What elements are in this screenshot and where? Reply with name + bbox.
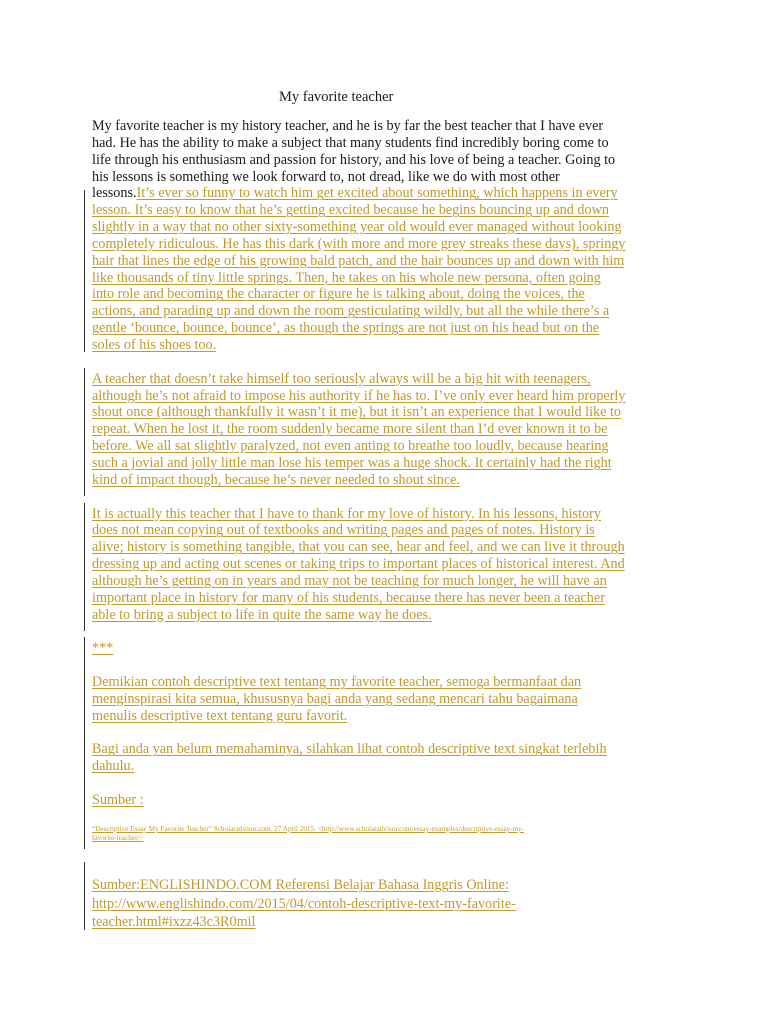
intro-line: had. He has the ability to make a subject that many students find incredibly boring come to (92, 134, 609, 151)
paragraph-line: Demikian contoh descriptive text tentang my favorite teacher, semoga bermanfaat dan (92, 674, 582, 691)
paragraph-line: soles of his shoes too. (92, 336, 217, 353)
paragraph-line: although he’s not afraid to impose his authority if he has to. I’ve only ever heard him properly (92, 387, 626, 404)
paragraph-line: A teacher that doesn’t take himself too seriously always will be a big hit with teenagers, (92, 370, 591, 387)
paragraph-line: able to bring a subject to life in quite the same way he does. (92, 606, 432, 623)
inserted-text: It’s ever so funny to watch him get excited about something, which happens in every (136, 185, 618, 202)
change-bar (84, 503, 85, 631)
paragraph-line: actions, and parading up and down the room gesticulating wildly, but all the while there’s a (92, 303, 610, 320)
footnote-citation (92, 825, 524, 843)
intro-line: My favorite teacher is my history teacher, and he is by far the best teacher that I have ever (92, 118, 604, 134)
paragraph-line: completely ridiculous. He has this dark (with more and more grey streaks these days), springy (92, 235, 626, 252)
paragraph-3 (92, 506, 692, 624)
paragraph-line: although he’s getting on in years and may not be teaching for much longer, he will have an (92, 572, 607, 589)
intro-line: life through his enthusiasm and passion for history, and his love of being a teacher. Going to (92, 151, 616, 168)
paragraph-line: dressing up and acting out scenes or taking trips to important places of historical interest. And (92, 556, 625, 573)
change-bar (84, 862, 85, 930)
paragraph-line: such a jovial and jolly little man lose his temper was a huge shock. It certainly had the right (92, 454, 612, 471)
paragraph-line: slightly in a way that no other sixty-something year old would ever managed without looking (92, 219, 622, 236)
paragraph-line: menulis descriptive text tentang guru favorit. (92, 707, 348, 724)
intro-paragraph (92, 118, 692, 202)
intro-lead-word: lessons. (92, 185, 137, 202)
change-bar (84, 190, 85, 352)
document-body (92, 118, 692, 809)
footnote-line: “Descriptive Essay My Favorite Teacher” Scholaradvisor.com. 27 April 2015. <http://www.scholaradvisor.com/essay-examples/descriptive-essay-my- (92, 825, 525, 833)
closing-paragraph (92, 674, 692, 725)
source-link[interactable]: http://www.englishindo.com/2015/04/contoh-descriptive-text-my-favorite- (92, 895, 516, 912)
paragraph-line: before. We all sat slightly paralyzed, not even anting to breathe too loudly, because hearing (92, 438, 609, 455)
paragraph-line: like thousands of tiny little springs. Then, he takes on his whole new persona, often going (92, 269, 601, 286)
paragraph-line: shout once (although thankfully it wasn’t it me), but it isn’t an experience that I would like to (92, 404, 622, 421)
document-title: My favorite teacher (279, 89, 394, 105)
paragraph-gap (92, 489, 692, 506)
paragraph-line: lesson. It’s easy to know that he’s getting excited because he begins bouncing up and down (92, 202, 609, 219)
paragraph-gap (92, 623, 692, 640)
paragraph-gap (92, 775, 692, 792)
paragraph-gap (92, 657, 692, 674)
note-paragraph (92, 741, 692, 775)
paragraph-line: alive; history is something tangible, that you can see, hear and feel, and we can live it through (92, 539, 625, 556)
paragraph-gap (92, 354, 692, 371)
paragraph-line: does not mean copying out of textbooks and writing pages and pages of notes. History is (92, 522, 595, 539)
paragraph-line: important place in history for many of his students, because there has never been a teacher (92, 589, 605, 606)
paragraph-line: hair that lines the edge of his growing bald patch, and the hair bounces up and down with him (92, 252, 625, 269)
paragraph-1 (92, 202, 692, 354)
source-line: Sumber:ENGLISHINDO.COM Referensi Belajar Bahasa Inggris Online: (92, 877, 509, 893)
intro-line (92, 185, 692, 202)
paragraph-2 (92, 371, 692, 489)
paragraph-gap (92, 725, 692, 742)
source-label: Sumber : (92, 792, 144, 809)
paragraph-line: It is actually this teacher that I have to thank for my love of history. In his lessons, history (92, 505, 601, 522)
paragraph-line: kind of impact though, because he’s never needed to shout since. (92, 471, 460, 488)
change-bar (84, 368, 85, 496)
separator: *** (92, 640, 114, 657)
intro-line: his lessons is something we look forward to, not dread, like we do with most other (92, 168, 560, 185)
paragraph-line: gentle ‘bounce, bounce, bounce’, as though the springs are not just on his head but on the (92, 320, 600, 337)
footnote-line: favorite-teacher/> (92, 834, 144, 842)
source-block (92, 876, 516, 932)
source-link[interactable]: teacher.html#ixzz43c3R0mil (92, 914, 256, 930)
paragraph-line: repeat. When he lost it, the room suddenly became more silent than I’d ever known it to be (92, 421, 608, 438)
paragraph-line: Bagi anda yan belum memahaminya, silahkan lihat contoh descriptive text singkat terlebih (92, 741, 607, 758)
paragraph-line: into role and becoming the character or figure he is talking about, doing the voices, the (92, 286, 585, 303)
paragraph-line: menginspirasi kita semua, khususnya bagi anda yang sedang mencari tahu bagaimana (92, 690, 578, 707)
change-bar (84, 637, 85, 849)
paragraph-line: dahulu. (92, 758, 135, 775)
